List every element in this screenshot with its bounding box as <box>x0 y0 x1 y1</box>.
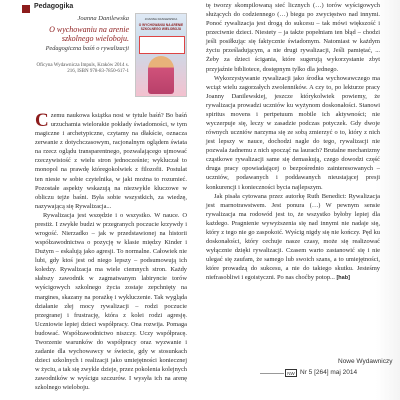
book-card <box>27 13 187 99</box>
cover-title: O WYCHOWANIU NA ARENIE SZKOLNEGO WIELOBOJU <box>138 23 184 31</box>
cover-band <box>139 36 185 54</box>
book-meta: Oficyna Wydawnicza Impuls, Kraków 2014 s. 216, ISBN 978-83-7850-617-1 <box>36 63 129 74</box>
cover-figure <box>148 56 174 94</box>
intro-paragraph <box>35 111 187 211</box>
issue-number: Nr 5 [264] maj 2014 <box>300 369 358 376</box>
drop-cap: C <box>35 110 49 131</box>
body-paragraph: tę tworzy skompilowaną sieć licznych (…) torów wyścigowych służących do codziennego (…) biegu po zwycięstwo nad innymi. Ponoć rywalizacja jest drogą do sukcesu – tak mówi większość i przeciwnie dzieci. Niestety – ja także popełniam ten błąd – chodzi jeśli posiłkując się faktycznie świadomym. Natomiast w każdym życiu prześladującym, a nie drugi rywalizacji, Jeśli pamiętać, ... Żeby za dzieci ścigania, które sugerują wykorzystanie zbyt przyjaźnie bibliotece, dostępnym tylko dla jednego. <box>206 2 380 73</box>
book-title: O wychowaniu na arenie szkolnego wieloboju. <box>49 25 129 43</box>
section-marker <box>22 5 30 13</box>
book-cover-image <box>135 13 187 97</box>
body-paragraph: Rywalizacja jest wszędzie i o wszystko. W nauce. O prestiż. I zwykłe budzi w przegranych poczucie krzywdy i wrogość. Nierzadko – jak w przedstawionej na historii współzawodnictwa o pozycję w klasie między Kinder i Dużym – eskalują jako agresji. To normalne. Całowiek nie lubi, gdy ktoś jest od niego lepszy – podsumowują ich koledzy. Rywalizacja ma wiele ciemnych stron. Każdy słabszy zawodnik w zagmatwanym labiryncie torów wyścigowych szkolnego życia zostaje zepchnięty na margines, skazany na porażkę i wykluczenie. Tak wygląda działanie złej mocy rywalizacji – rodzi poczucie przegranej i frustrację, która z kolei rodzi agresję. Uczniowie lepiej dzieci współpracy. Ona rozwija. Pomaga budować. Współzawodnictwo niszczy. Uczy współpracę. Tworzenie warunków do współpracy oraz wyzwanie i zadanie dla wychowawcy w świecie, gdy w stosunkach dzieci szkolnych i realizacji jako umiejętności koniecznej w życiu, a tak się zwykle dzieje, przez pokolenia kolejnych zawodników w wyścigu szczurów. I wysyła ich na arenę szkolnego wieloboju. <box>35 211 187 392</box>
intro-text: zemu naukowa książka nosi w tytule baśń? Bo baśń urzuchamia wielorakie pokłady świadomości, w tym magiczne i archetypiczne, czytamy na dłakście, oznacza zerwanie z dotychczasowym, racjonalnym oglądem świata na rzecz oglądu transparentnego, pozwalającego ujmować rzeczywistość z wielu stron jednocześnie; wykluczał to monopol na prawdę któregokolwiek z filozofii. Postulat ten niesie w sobie czytelnika, w jaki można to rozumieć. Pozostałe aspekty wskazują na niezwykle kluczowe w obliczu tejże baśni. Była sobie wszystkich, za wiedzę, nazywającą się Rywalizacja... <box>35 112 187 210</box>
footer-divider <box>260 373 284 374</box>
body-paragraph <box>206 192 380 284</box>
section-label: Pedagogika <box>34 3 74 10</box>
cover-author: JOANNA DANILEWSKA <box>144 17 178 21</box>
author-signature: [hab] <box>336 275 350 282</box>
left-column <box>35 111 187 392</box>
body-paragraph: Wykorzystywanie rywalizacji jako środka wychowawczego ma wciąż wielu zagorzałych zwolenników. A czy to, po lekturze pracy Joanny Danilewskiej, jeszcze którykolwiek powiemy, że rywalizacja prowadzi uczniów ku wyżynom doskonałości. Stanowi spiritus movens i pertpetuum mobile ich aktywności; nie wyczerpuje się, leczy w zasadzie podczas potyczek. Gdy dwoje równych uczniów narzyma się ze sobą zmierzyć o to, który z nich jest lepszy w nauce, dochodzi nagle do tego, rywalizacji nie pozwala żadnemu z nich spocząć na laurach? Brutalne mechanizmy cząstkowe rywalizacji same się demaskują, czego dowodzi część druga pracy opowiadającej o bezpośrednio zainteresowanych – uczniów, podawanych i poddawanych nieustającej presji konkurencji i konieczności bycia najlepszym. <box>206 74 380 191</box>
publication-logo: NW <box>285 369 297 377</box>
closing-text: Jak pisała cytowana przez autorkę Ruth Benedict: Rywalizacja jest marnotrawstwem. Jest ponura (…) W pewnym sensie rywalizacja ma rodowód jest to, że wszystko byłoby lepiej dla każdego. Pragnienie wywyższenia się nad innymi nie nadaje się, który z tego nie go zaspokoić. Wyścig nigdy się nie kończy. Pęd ku doskonałości, który cechuje nasze czasy, może się realizować wyłącznie dzięki rywalizacji. Czasem warto zastanowić się i nie ulegać się zaufam, że samego lub swoich szans, a to umiejętności, które prowadzą do sukcesu, a nie do takiego skutku. Jesteśmy niefrasobliwi i egoistyczni. Po nas choćby potop... <box>206 192 380 282</box>
right-column <box>206 1 380 283</box>
book-author: Joanna Danilewska <box>77 15 129 22</box>
publication-name: Nowe Wydawniczy <box>338 358 393 365</box>
book-subtitle: Pedagogiczna baśń o rywalizacji <box>45 45 129 52</box>
